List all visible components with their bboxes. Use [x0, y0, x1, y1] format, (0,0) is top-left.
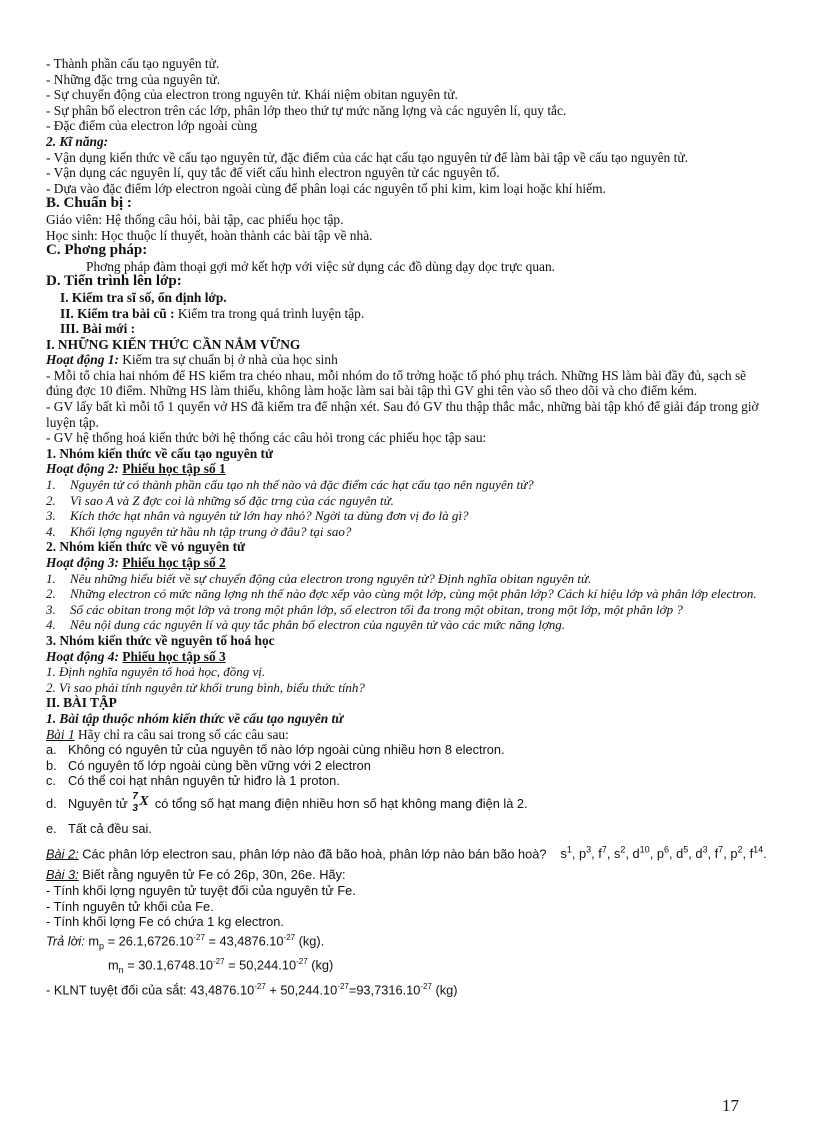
bai1-option — [46, 758, 776, 774]
skills-list — [46, 150, 776, 197]
prep-student: Học sinh: Học thuộc lí thuyết, hoàn thành các bài tập về nhà. — [46, 227, 373, 243]
process-step-2-text: Kiểm tra trong quá trình luyện tập. — [174, 305, 365, 321]
sublevel-electrons: 10 — [639, 844, 650, 855]
process-step-2 — [46, 306, 776, 322]
process-step-2-label: II. Kiểm tra bài cũ : — [60, 305, 175, 321]
prep-teacher: Giáo viên: Hệ thống câu hỏi, bài tập, cac phiếu học tập. — [46, 211, 344, 227]
skills-item: - Vận dụng các nguyên lí, quy tắc để viết cấu hình electron nguyên tử các nguyên tố. — [46, 165, 500, 181]
sublevel-base: p — [730, 845, 738, 861]
bai2-label: Bài 2: — [46, 845, 79, 861]
hd3-question-text: Những electron có mức năng lợng nh thế nào đợc xếp vào cùng một lớp, cùng một phân lớp? Cách kí hiệu lớp và phân lớp electron. — [70, 586, 757, 602]
bai1-option — [46, 742, 776, 758]
hd2-question-list — [46, 477, 776, 539]
sublevel-term: $f^7$, — [714, 844, 731, 861]
sublevel-term: $p^6$, — [656, 844, 677, 861]
hd2-question — [46, 508, 776, 524]
bai2-sublevel-list — [546, 846, 766, 861]
hd3-question-number: 2. — [46, 586, 56, 602]
group1-heading: 1. Nhóm kiến thức về cấu tạo nguyên tử — [46, 445, 273, 461]
hd1-paragraphs — [46, 368, 776, 446]
bai1-option-letter: b. — [46, 757, 57, 773]
hd3-question-number: 4. — [46, 617, 56, 633]
sublevel-term: $d^{10}$, — [632, 844, 657, 861]
hd3-question — [46, 571, 776, 587]
skills-item: - Vận dụng kiến thức về cấu tạo nguyên tử, đặc điểm của các hạt cấu tạo nguyên tử để làm bài tập về cấu tạo nguyên tử. — [46, 149, 688, 165]
bai1-option-e: e. Tất cả đều sai. — [46, 820, 152, 836]
hd4-line — [46, 649, 776, 665]
sublevel-electrons: 7 — [718, 844, 724, 855]
bai1-option-d: d. Nguyên tử 7 3 X có tổng số hạt mang điện nhiều hơn số hạt không mang điện là 2. — [46, 795, 776, 815]
sublevel-base: f — [749, 845, 754, 861]
section2-heading: II. BÀI TẬP — [46, 695, 117, 711]
bai1-line — [46, 727, 776, 743]
knowledge-list — [46, 56, 776, 134]
sublevel-term: $d^5$, — [676, 844, 696, 861]
hd2-question-number: 4. — [46, 523, 56, 539]
hd2-label: Hoạt động 2: — [46, 461, 119, 477]
answer-label: Trả lời: — [46, 933, 85, 948]
hd4-question-list — [46, 664, 776, 695]
process-step-1: I. Kiểm tra sĩ số, ổn định lớp. — [60, 289, 227, 305]
sublevel-base: f — [714, 845, 719, 861]
hd2-question-text: Khối lợng nguyên tử hầu nh tập trung ở đâu? tại sao? — [70, 523, 352, 539]
bai3-label: Bài 3: — [46, 867, 79, 883]
sublevel-term: $f^{14}$. — [749, 844, 767, 861]
sublevel-base: d — [632, 845, 640, 861]
bai1-option-text: Có thể coi hạt nhân nguyên tử hiđro là 1 proton. — [68, 773, 340, 789]
hd1-text: Kiểm tra sự chuẩn bị ở nhà của học sinh — [118, 352, 338, 368]
hd1-label: Hoạt động 1: — [46, 352, 119, 368]
group3-heading: 3. Nhóm kiến thức về nguyên tố hoá học — [46, 632, 275, 648]
sublevel-electrons: 7 — [601, 844, 607, 855]
sublevel-base: p — [579, 845, 587, 861]
hd3-question — [46, 617, 776, 633]
bai3-task: - Tính nguyên tử khối của Fe. — [46, 898, 214, 914]
sublevel-electrons: 1 — [566, 844, 572, 855]
section1-heading: I. NHỮNG KIẾN THỨC CẦN NẮM VỮNG — [46, 336, 301, 352]
bai2-text: Các phân lớp electron sau, phân lớp nào đã bão hoà, phân lớp nào bán bão hoà? — [78, 845, 547, 861]
bai1-question: Hãy chỉ ra câu sai trong số các câu sau: — [74, 726, 289, 742]
group2-heading: 2. Nhóm kiến thức về vỏ nguyên tử — [46, 539, 246, 555]
hd1-paragraph: - GV lấy bất kì mỗi tổ 1 quyển vở HS đã kiểm tra để nhận xét. Sau đó GV thu thập thắc mắc, những bài tập khó để giải đáp trong giờ luyện tập. — [46, 399, 759, 430]
hd2-question-number: 1. — [46, 477, 56, 493]
bai1-d-suffix: có tổng số hạt mang điện nhiều hơn số hạt không mang điện là 2. — [151, 795, 528, 811]
hd2-question-number: 3. — [46, 508, 56, 524]
sublevel-term: $s^1$, — [560, 844, 580, 861]
knowledge-item: - Sự chuyển động của electron trong nguyên tử. Khái niệm obitan nguyên tử. — [46, 87, 458, 103]
bai1-option — [46, 773, 776, 789]
hd2-question — [46, 493, 776, 509]
skills-item: - Dựa vào đặc điểm lớp electron ngoài cùng để phân loại các nguyên tố phi kim, kim loại hoặc khí hiếm. — [46, 180, 606, 196]
answer-mp-line: Trả lời: $m_p = 26.1,6726.10^{-27} = 43,4876.10^{-27}$ (kg). — [46, 932, 325, 951]
hd3-question-text: Số các obitan trong một lớp và trong một phân lớp, số electron tối đa trong một obitan, trong một lớp, một phân lớp ? — [70, 601, 683, 617]
process-step-3: III. Bài mới : — [60, 321, 136, 337]
sublevel-term: $s^2$, — [614, 844, 633, 861]
sublevel-electrons: 5 — [683, 844, 689, 855]
hd2-sheet: Phiếu học tập số 1 — [122, 461, 226, 477]
hd1-paragraph: - GV hệ thống hoá kiến thức bởi hệ thống các câu hỏi trong các phiếu học tập sau: — [46, 430, 487, 446]
hd2-question-text: Kích thớc hạt nhân và nguyên tử lớn hay nhỏ? Ngời ta dùng đơn vị đo là gì? — [70, 508, 469, 524]
knowledge-item: - Sự phân bố electron trên các lớp, phân lớp theo thứ tự mức năng lợng và các nguyên lí, quy tắc. — [46, 102, 567, 118]
knowledge-item: - Thành phần cấu tạo nguyên tử. — [46, 56, 220, 71]
hd2-question-text: Nguyên tử có thành phần cấu tạo nh thế nào và đặc điểm các hạt cấu tạo nên nguyên tử? — [70, 477, 534, 493]
sublevel-electrons: 3 — [586, 844, 592, 855]
sublevel-term: $d^3$, — [695, 844, 715, 861]
hd2-line — [46, 461, 776, 477]
klnt-line: - KLNT tuyệt đối của sắt: $43,4876.10^{-27} + 50,244.10^{-27}=93,7316.10^{-27}$ (kg) — [46, 981, 458, 997]
bai1-label: Bài 1 — [46, 726, 75, 742]
sublevel-base: s — [560, 845, 567, 861]
sublevel-term: $p^3$, — [579, 844, 599, 861]
document-page — [46, 56, 776, 997]
bai1-option-letter: c. — [46, 773, 56, 789]
hd3-line — [46, 555, 776, 571]
sublevel-electrons: 2 — [620, 844, 626, 855]
hd4-sheet: Phiếu học tập số 3 — [122, 648, 226, 664]
bai2-paragraph — [46, 843, 776, 862]
hd3-sheet: Phiếu học tập số 2 — [122, 555, 226, 570]
hd4-question: 2. Vì sao phải tính nguyên tử khối trung bình, biểu thức tính? — [46, 679, 365, 695]
bai3-task-list — [46, 883, 776, 930]
bai1-d-mass: 7 — [132, 790, 138, 802]
bai1-d-isotope — [131, 790, 151, 814]
sublevel-electrons: 6 — [663, 844, 669, 855]
bai3-text: Biết rằng nguyên tử Fe có 26p, 30n, 26e. Hãy: — [78, 867, 346, 883]
page-number: 17 — [722, 1096, 739, 1115]
sublevel-base: f — [598, 845, 602, 861]
knowledge-item: - Những đặc trng của nguyên tử. — [46, 71, 221, 87]
hd3-question-list — [46, 571, 776, 633]
process-heading: D. Tiến trình lên lớp: — [46, 273, 182, 290]
answer-mn-line: $m_n = 30.1,6748.10^{-27} = 50,244.10^{-27}$ (kg) — [108, 957, 334, 975]
bai1-option-text: Có nguyên tố lớp ngoài cùng bền vững với 2 electron — [68, 757, 371, 773]
bai1-option-text: Không có nguyên tử của nguyên tố nào lớp ngoài cùng nhiều hơn 8 electron. — [68, 742, 505, 758]
hd3-question-text: Nêu những hiểu biết về sự chuyển động của electron trong nguyên tử? Định nghĩa obitan nguyên tử. — [70, 570, 592, 586]
sublevel-electrons: 3 — [702, 844, 708, 855]
hd2-question — [46, 524, 776, 540]
sublevel-base: d — [695, 845, 703, 861]
skills-heading: 2. Kĩ năng: — [46, 133, 109, 149]
method-text: Phơng pháp đàm thoại gợi mở kết hợp với việc sử dụng các đồ dùng dạy dọc trực quan. — [86, 258, 556, 274]
hd2-question-number: 2. — [46, 492, 56, 508]
hd3-question — [46, 586, 776, 602]
bai1-d-prefix: Nguyên tử — [68, 795, 132, 811]
sublevel-term: $p^2$, — [730, 844, 750, 861]
knowledge-item: - Đặc điểm của electron lớp ngoài cùng — [46, 118, 258, 134]
sublevel-base: s — [614, 845, 621, 861]
hd3-label: Hoạt động 3: — [46, 555, 119, 570]
hd3-question — [46, 602, 776, 618]
bai1-d-z: 3 — [132, 802, 138, 814]
sublevel-electrons: 14 — [753, 844, 764, 855]
method-heading: C. Phơng pháp: — [46, 242, 148, 259]
sublevel-electrons: 2 — [737, 844, 743, 855]
hd3-question-number: 1. — [46, 570, 56, 586]
hd1-paragraph: - Mỗi tổ chia hai nhóm để HS kiểm tra chéo nhau, mỗi nhóm do tổ trởng hoặc tổ phó phụ trách. Những HS làm bài đầy đủ, sạch sẽ đúng đợc 10 điểm. Những HS làm thiếu, không làm hoặc làm sai bài tập thì GV ghi tên vào sổ theo dõi và cho điểm kém. — [46, 367, 747, 399]
bai1-d-symbol: X — [139, 793, 149, 809]
section2-subheading: 1. Bài tập thuộc nhóm kiến thức về cấu tạo nguyên tử — [46, 710, 344, 726]
bai3-line — [46, 867, 776, 883]
prep-heading: B. Chuẩn bị : — [46, 195, 132, 212]
bai3-task: - Tính khối lợng Fe có chứa 1 kg electron. — [46, 914, 284, 930]
hd2-question-text: Vì sao A và Z đợc coi là những số đặc trng của các nguyên tử. — [70, 492, 394, 508]
hd4-question: 1. Định nghĩa nguyên tố hoá học, đồng vị. — [46, 664, 266, 680]
hd1-line — [46, 352, 776, 368]
hd3-question-number: 3. — [46, 601, 56, 617]
bai1-options — [46, 742, 776, 789]
sublevel-base: p — [656, 845, 664, 861]
hd4-label: Hoạt động 4: — [46, 648, 119, 664]
bai1-option-letter: a. — [46, 742, 57, 758]
hd2-question — [46, 477, 776, 493]
sublevel-base: d — [676, 845, 684, 861]
sublevel-term: $f^7$, — [598, 844, 614, 861]
hd3-question-text: Nêu nội dung các nguyên lí và quy tắc phân bố electron của nguyên tử vào các mức năng lợng. — [70, 617, 566, 633]
bai3-task: - Tính khối lợng nguyên tử tuyệt đối của nguyên tử Fe. — [46, 882, 356, 898]
